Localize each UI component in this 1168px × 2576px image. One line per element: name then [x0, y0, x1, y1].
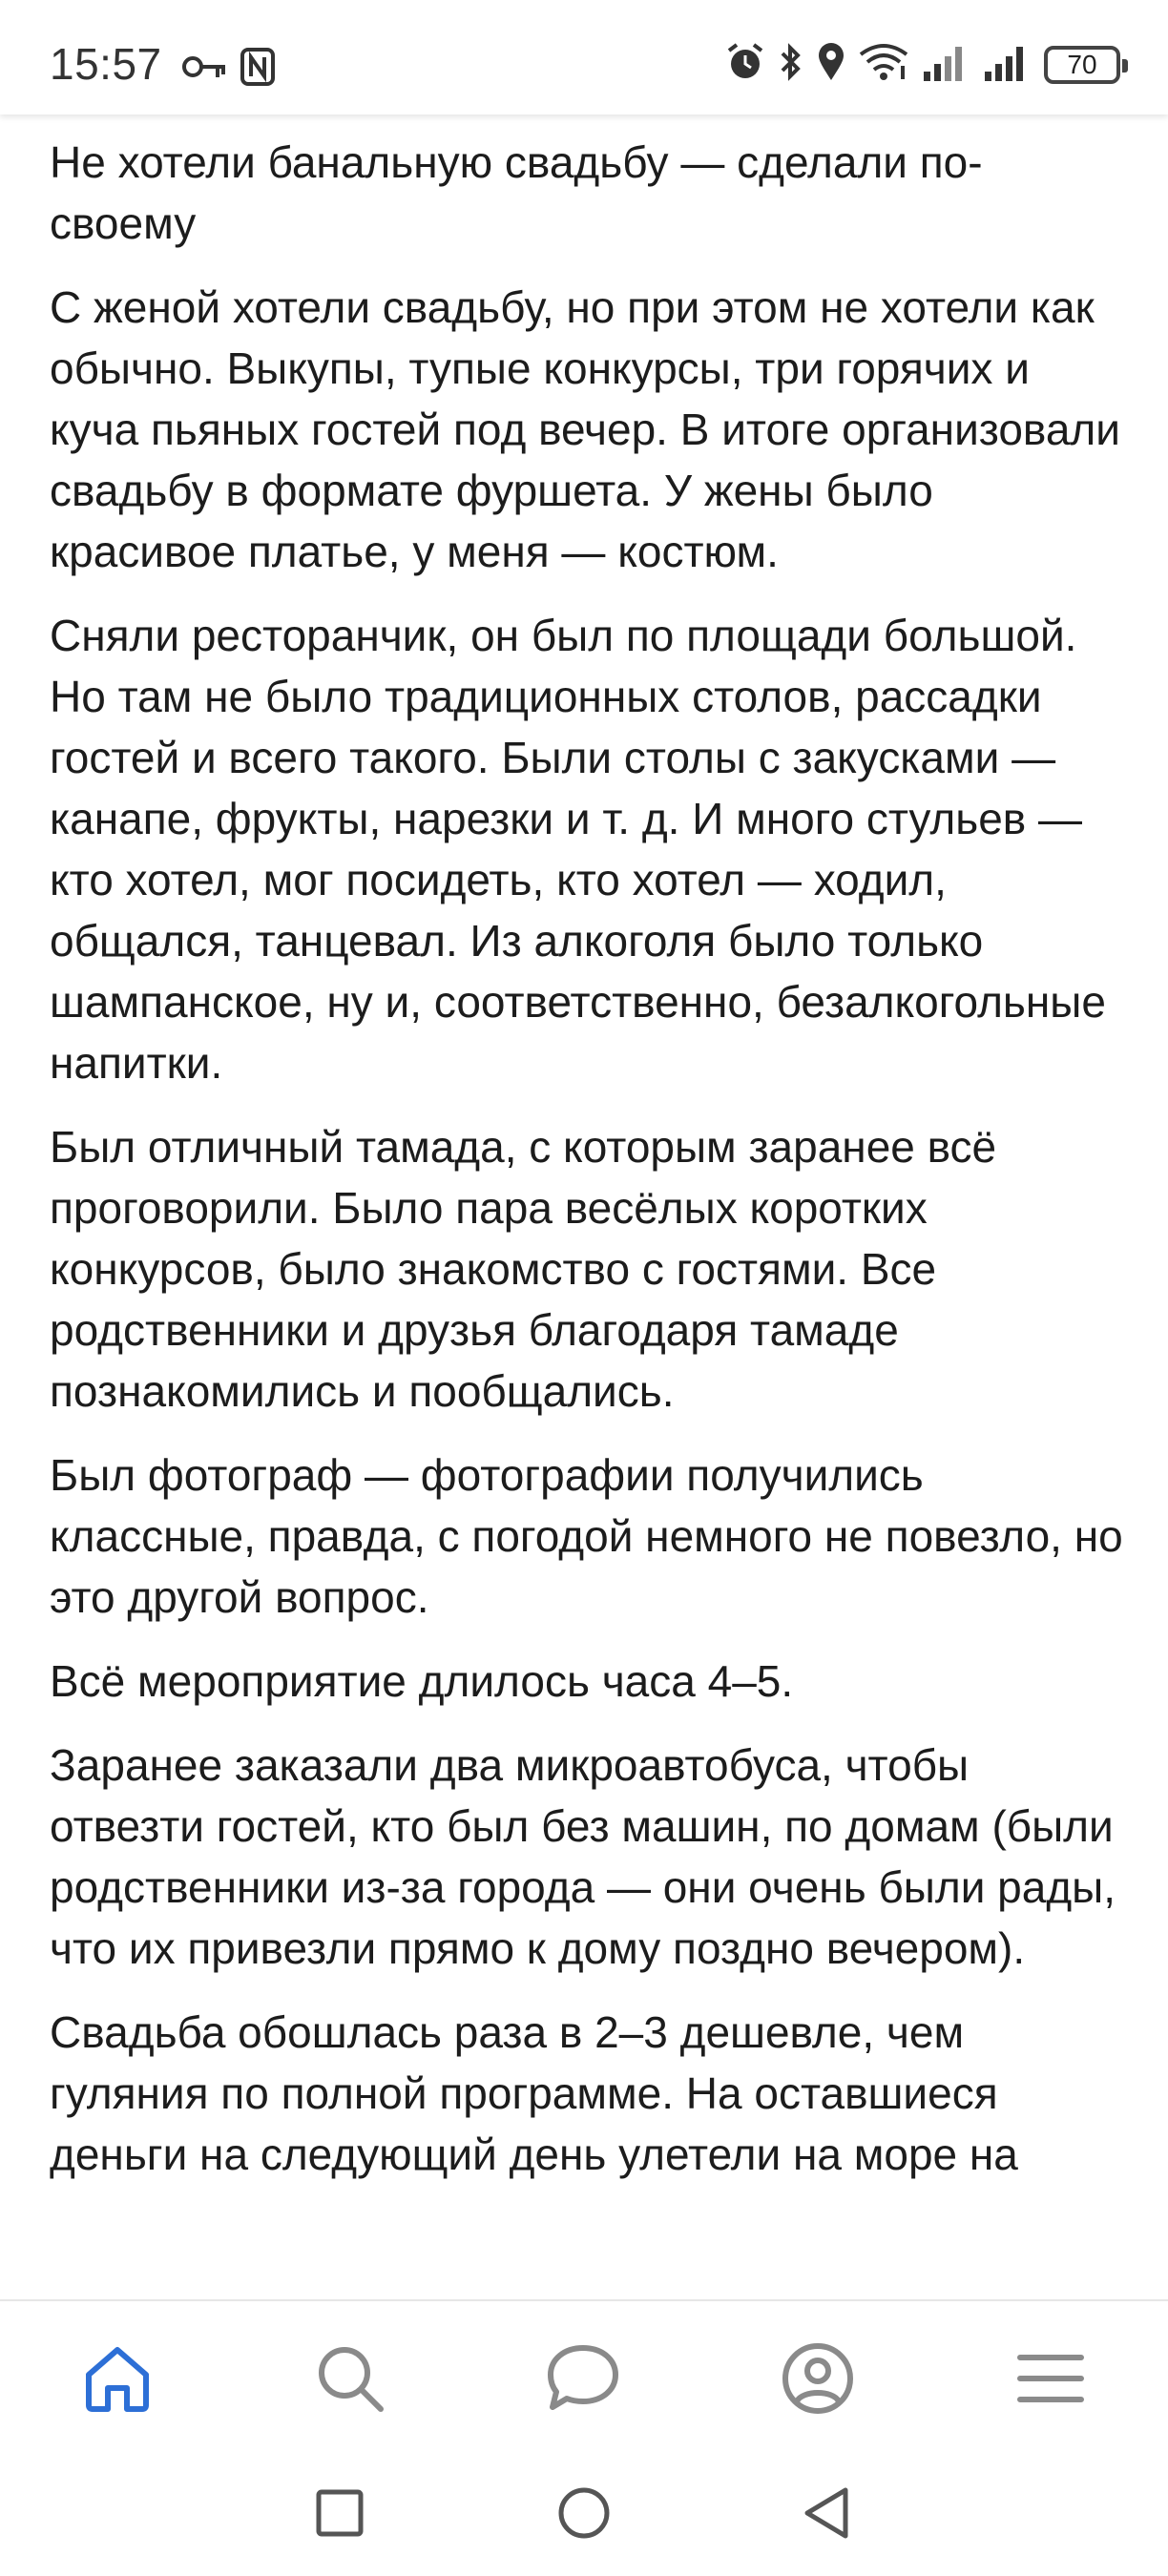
- battery-level: 70: [1067, 49, 1097, 79]
- nfc-icon: [240, 48, 275, 91]
- recents-icon: [313, 2486, 366, 2540]
- article-paragraph: С женой хотели свадьбу, но при этом не хотели как обычно. Выкупы, тупые конкурсы, три горячих и куча пьяных гостей под вечер. В итоге организовали свадьбу в формате фуршета. У жены было красивое платье, у меня — костюм.: [50, 282, 1120, 576]
- search-icon: [314, 2342, 386, 2415]
- home-icon: [81, 2342, 154, 2415]
- article-paragraph: Был отличный тамада, с которым заранее всё проговорили. Было пара весёлых коротких конкурсов, было знакомство с гостями. Все родственники и друзья благодаря тамаде познакомились и пообщались.: [50, 1122, 997, 1416]
- status-bar: [0, 0, 1168, 114]
- status-time: 15:57: [50, 39, 162, 89]
- article-paragraph: Сняли ресторанчик, он был по площади большой. Но там не было традиционных столов, рассадки гостей и всего такого. Были столы с закусками — канапе, фрукты, нарезки и т. д. И много стульев — кто хотел, мог посидеть, кто хотел — ходил, общался, танцевал. Из алкоголя было только шампанское, ну и, соответственно, безалкогольные напитки.: [50, 611, 1106, 1088]
- article-content: [50, 114, 1128, 2299]
- article-title: Не хотели банальную свадьбу — сделали по-своему: [50, 137, 983, 248]
- back-icon: [800, 2484, 853, 2542]
- chat-icon: [545, 2342, 621, 2415]
- article-paragraph: Всё мероприятие длилось часа 4–5.: [50, 1656, 794, 1706]
- status-right-icons: [725, 42, 1120, 87]
- back-button[interactable]: [788, 2475, 865, 2551]
- system-navigation-bar: [0, 2452, 1168, 2576]
- home-button[interactable]: [546, 2475, 622, 2551]
- bluetooth-icon: [779, 42, 803, 87]
- article-paragraph: Свадьба обошлась раза в 2–3 дешевле, чем гуляния по полной программе. На оставшиеся деньги на следующий день улетели на море на: [50, 2007, 1018, 2179]
- recents-button[interactable]: [302, 2475, 378, 2551]
- nav-chat-button[interactable]: [540, 2336, 626, 2421]
- wifi-icon: [859, 43, 908, 86]
- menu-icon: [1014, 2350, 1087, 2407]
- bottom-navigation: [0, 2299, 1168, 2452]
- battery-icon: [1044, 46, 1120, 84]
- nav-profile-button[interactable]: [775, 2336, 861, 2421]
- alarm-icon: [725, 42, 765, 87]
- article-paragraph: Был фотограф — фотографии получились классные, правда, с погодой немного не повезло, но это другой вопрос.: [50, 1450, 1123, 1622]
- location-icon: [817, 42, 845, 87]
- profile-icon: [780, 2340, 856, 2417]
- article-paragraph: Заранее заказали два микроавтобуса, чтобы отвезти гостей, кто был без машин, по домам (были родственники из-за города — они очень были рады, что их привезли прямо к дому поздно вечером).: [50, 1740, 1116, 1973]
- home-circle-icon: [555, 2484, 613, 2542]
- signal-icon: [922, 43, 970, 86]
- status-left-icons: [181, 48, 275, 91]
- nav-search-button[interactable]: [307, 2336, 393, 2421]
- nav-home-button[interactable]: [74, 2336, 160, 2421]
- key-icon: [181, 51, 227, 88]
- signal-icon-2: [983, 43, 1031, 86]
- nav-menu-button[interactable]: [1008, 2336, 1094, 2421]
